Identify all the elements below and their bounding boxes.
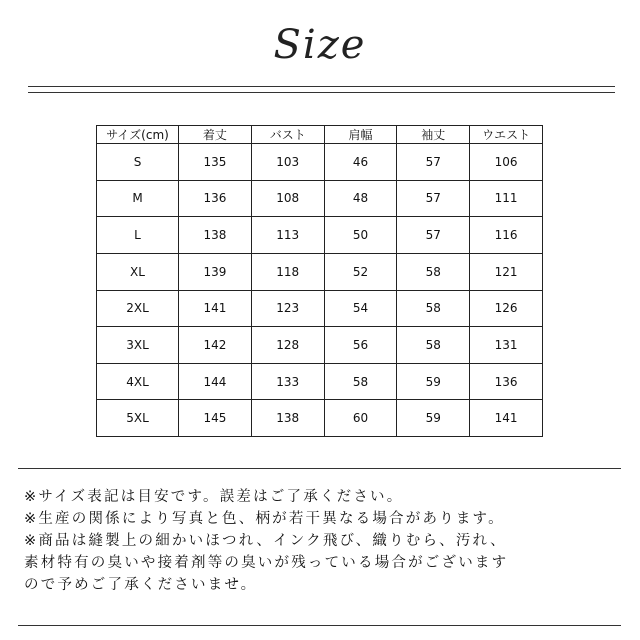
table-cell: 141: [179, 290, 252, 327]
table-cell: 56: [324, 327, 397, 364]
table-row: [97, 144, 543, 181]
table-cell: 57: [397, 180, 470, 217]
header-length: 着丈: [179, 126, 252, 144]
table-cell: 128: [251, 327, 324, 364]
table-row: [97, 180, 543, 217]
note-line: ので予めご了承くださいませ。: [24, 577, 258, 593]
divider-bottom: [28, 92, 615, 93]
table-cell: 141: [470, 400, 543, 437]
table-cell: 57: [397, 144, 470, 181]
table-cell: 48: [324, 180, 397, 217]
table-cell: XL: [97, 253, 179, 290]
note-line: ※サイズ表記は目安です。誤差はご了承ください。: [24, 489, 404, 505]
note-line: ※生産の関係により写真と色、柄が若干異なる場合があります。: [24, 511, 505, 527]
page-title: Size: [273, 22, 367, 68]
table-cell: 133: [251, 363, 324, 400]
table-cell: 59: [397, 363, 470, 400]
table-cell: 116: [470, 217, 543, 254]
header-waist: ウエスト: [470, 126, 543, 144]
table-cell: 50: [324, 217, 397, 254]
table-row: [97, 327, 543, 364]
table-cell: 111: [470, 180, 543, 217]
table-cell: 126: [470, 290, 543, 327]
table-cell: S: [97, 144, 179, 181]
table-row: [97, 400, 543, 437]
table-row: [97, 253, 543, 290]
header-size: サイズ(cm): [97, 126, 179, 144]
table-cell: 58: [397, 327, 470, 364]
table-cell: 2XL: [97, 290, 179, 327]
table-cell: L: [97, 217, 179, 254]
table-cell: 142: [179, 327, 252, 364]
table-cell: 121: [470, 253, 543, 290]
table-cell: 5XL: [97, 400, 179, 437]
header-bust: バスト: [251, 126, 324, 144]
header-shoulder: 肩幅: [324, 126, 397, 144]
table-header-row: [97, 126, 543, 144]
table-cell: 136: [179, 180, 252, 217]
table-cell: 3XL: [97, 327, 179, 364]
table-cell: 138: [179, 217, 252, 254]
divider-top: [28, 86, 615, 87]
table-cell: 131: [470, 327, 543, 364]
table-cell: 4XL: [97, 363, 179, 400]
table-row: [97, 217, 543, 254]
table-cell: 58: [324, 363, 397, 400]
table-cell: 52: [324, 253, 397, 290]
notes-box: [18, 468, 621, 626]
table-cell: M: [97, 180, 179, 217]
table-cell: 123: [251, 290, 324, 327]
table-cell: 144: [179, 363, 252, 400]
table-cell: 113: [251, 217, 324, 254]
table-cell: 145: [179, 400, 252, 437]
table-cell: 106: [470, 144, 543, 181]
table-cell: 60: [324, 400, 397, 437]
table-cell: 54: [324, 290, 397, 327]
table-cell: 138: [251, 400, 324, 437]
table-cell: 139: [179, 253, 252, 290]
table-row: [97, 363, 543, 400]
note-line: ※商品は縫製上の細かいほつれ、インク飛び、織りむら、汚れ、: [24, 533, 507, 549]
table-cell: 58: [397, 253, 470, 290]
table-cell: 57: [397, 217, 470, 254]
size-table: [96, 125, 543, 437]
table-cell: 59: [397, 400, 470, 437]
table-cell: 58: [397, 290, 470, 327]
table-row: [97, 290, 543, 327]
table-cell: 135: [179, 144, 252, 181]
table-cell: 108: [251, 180, 324, 217]
note-line: 素材特有の臭いや接着剤等の臭いが残っている場合がございます: [24, 555, 509, 571]
header-sleeve: 袖丈: [397, 126, 470, 144]
table-cell: 46: [324, 144, 397, 181]
table-cell: 118: [251, 253, 324, 290]
table-cell: 136: [470, 363, 543, 400]
table-cell: 103: [251, 144, 324, 181]
